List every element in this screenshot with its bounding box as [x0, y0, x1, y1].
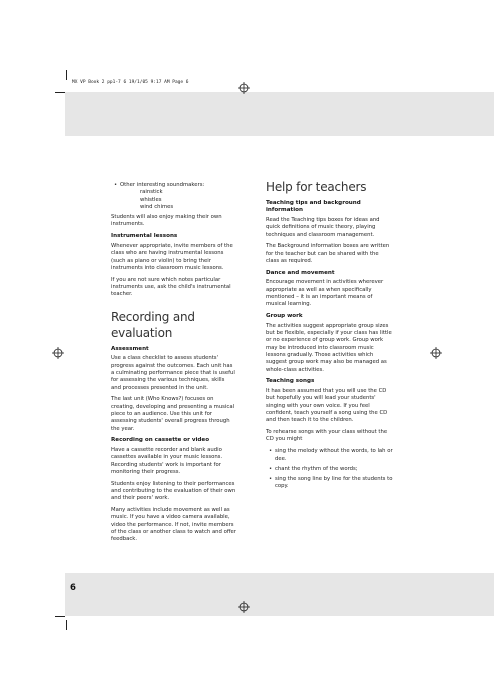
footer-band — [65, 573, 494, 616]
heading-recording-cassette: Recording on cassette or video — [111, 437, 210, 444]
paragraph: Use a class checklist to assess students' progress against the outcomes. Each unit has a culminating performance piece that is useful for assessing the various techniques, skills and processes presented in the unit. — [111, 355, 235, 391]
list-item: • chant the rhythm of the words; — [275, 466, 393, 473]
soundmaker-item: whistles — [140, 196, 162, 203]
paragraph: It has been assumed that you will use the CD but hopefully you will lead your students' singing with your own voice. If you feel confident, teach yourself a song using the CD and then teach it to the children. — [266, 388, 388, 424]
crop-mark-top-left — [66, 70, 67, 80]
soundmakers-label: Other interesting soundmakers: — [120, 182, 205, 188]
registration-mark-top — [238, 82, 250, 94]
crop-mark-bottom-left — [66, 620, 67, 630]
section-title-recording: Recording and evaluation — [111, 309, 195, 341]
list-item: • sing the melody without the words, to lah or dee. — [275, 448, 393, 463]
heading-dance-movement: Dance and movement — [266, 269, 335, 276]
paragraph: Encourage movement in activities wherever appropriate as well as when specifically mentioned – it is an important means of musical learning. — [266, 279, 384, 308]
header-band — [65, 92, 494, 136]
paragraph: Many activities include movement as well as music. If you have a video camera available, video the performance. If not, invite members of the class or another class to watch and offer feedback. — [111, 507, 236, 543]
paragraph: Read the Teaching tips boxes for ideas and quick definitions of music theory, playing techniques and classroom management. — [266, 216, 380, 238]
heading-group-work: Group work — [266, 313, 303, 320]
heading-instrumental-lessons: Instrumental lessons — [111, 233, 178, 240]
paragraph: The Background information boxes are written for the teacher but can be shared with the class as required. — [266, 243, 390, 264]
soundmakers-list — [111, 182, 236, 211]
section-title-help: Help for teachers — [266, 180, 367, 194]
heading-teaching-songs: Teaching songs — [266, 378, 315, 385]
registration-mark-right — [430, 347, 442, 359]
heading-teaching-tips: Teaching tips and background information — [266, 199, 361, 214]
paragraph: The activities suggest appropriate group sizes but be flexible, especially if your class has little or no experience of group work. Group work may be introduced into classroom music lessons gradually. Those activities which suggest group work may also be managed as whole-class activities. — [266, 322, 392, 373]
left-column — [111, 182, 236, 548]
paragraph: If you are not sure which notes particular instruments use, ask the child's instrumental teacher. — [111, 276, 231, 298]
soundmaker-item: wind chimes — [140, 203, 174, 210]
soundmaker-item: rainstick — [140, 189, 163, 196]
crop-mark-bottom-left-h — [55, 616, 65, 617]
right-column — [266, 179, 393, 494]
registration-mark-left — [52, 347, 64, 359]
paragraph: Have a cassette recorder and blank audio cassettes available in your music lessons. Recording students' work is important for monitoring their progress. — [111, 447, 223, 475]
registration-mark-bottom — [238, 601, 250, 613]
paragraph: To rehearse songs with your class without the CD you might — [266, 429, 388, 443]
page-number: 6 — [70, 583, 76, 593]
soundmakers-subitems — [120, 189, 236, 211]
paragraph: The last unit (Who Knows?) focuses on creating, developing and presenting a musical piece to an audience. Use this unit for assessing students' overall progress through the year. — [111, 396, 235, 432]
soundmakers-bullet — [120, 182, 236, 211]
list-item: • sing the song line by line for the students to copy. — [275, 476, 393, 491]
paragraph: Whenever appropriate, invite members of the class who are having instrumental lessons (such as piano or violin) to bring their instruments into classroom music lessons. — [111, 243, 233, 271]
paragraph: Students enjoy listening to their performances and contributing to the evaluation of their own and their peers' work. — [111, 480, 236, 502]
songs-bullet-list — [266, 448, 393, 490]
crop-mark-top-left-h — [55, 92, 65, 93]
print-slug: MX VP Book 2 pp1-7 6 19/1/05 9:17 AM Page 6 — [72, 80, 189, 85]
paragraph: Students will also enjoy making their own instruments. — [111, 214, 222, 228]
heading-assessment: Assessment — [111, 345, 149, 352]
